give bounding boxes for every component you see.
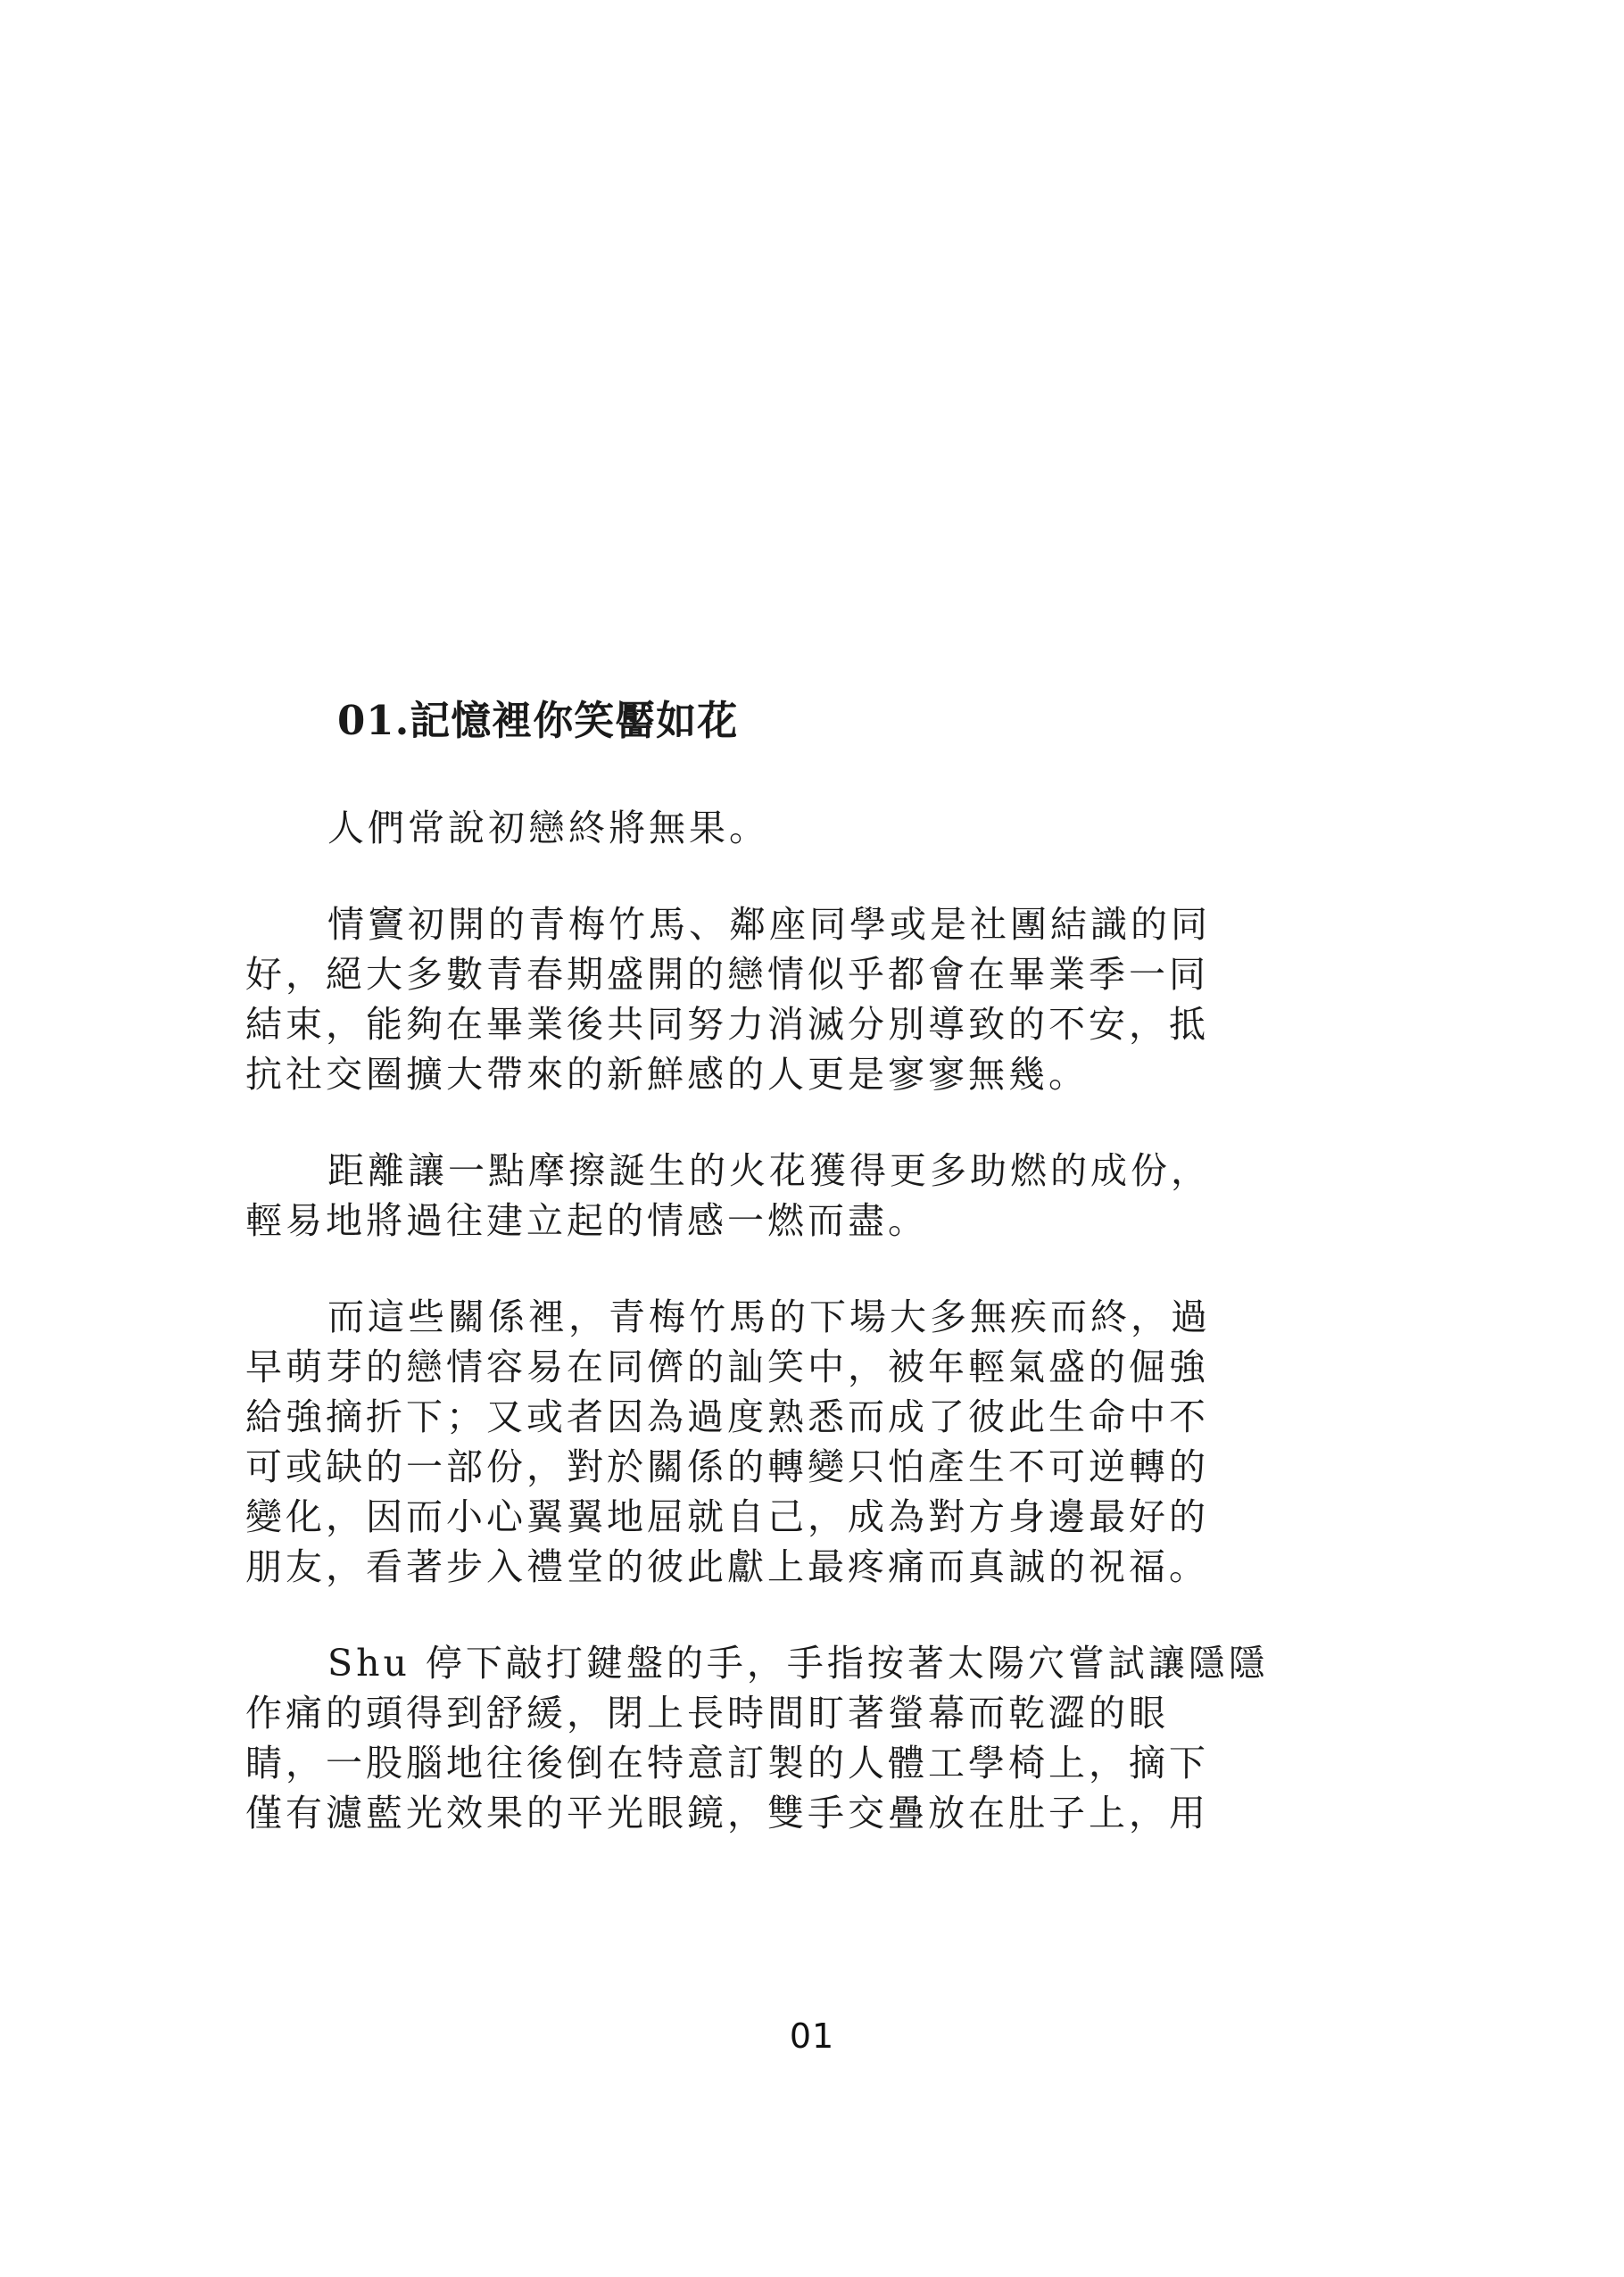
text-line: Shu 停下敲打鍵盤的手，手指按著太陽穴嘗試讓隱隱 — [327, 1642, 1269, 1685]
text-line: 人們常說初戀終將無果。 — [327, 807, 769, 849]
chapter-title: 01.記憶裡你笑靨如花 — [337, 697, 739, 744]
paragraph — [245, 899, 1272, 1099]
text-line: 好，絕大多數青春期盛開的戀情似乎都會在畢業季一同 — [245, 953, 1209, 996]
text-line: 作痛的頭得到舒緩，閉上長時間盯著螢幕而乾澀的眼 — [245, 1692, 1169, 1735]
text-line: 僅有濾藍光效果的平光眼鏡，雙手交疊放在肚子上，用 — [245, 1792, 1209, 1834]
text-line: 給強摘折下；又或者因為過度熟悉而成了彼此生命中不 — [245, 1395, 1209, 1438]
paragraph — [245, 1638, 1272, 1838]
text-line: 變化，因而小心翼翼地屈就自己，成為對方身邊最好的 — [245, 1495, 1209, 1538]
text-line: 輕易地將過往建立起的情感一燃而盡。 — [245, 1199, 928, 1242]
text-line: 可或缺的一部份，對於關係的轉變只怕產生不可逆轉的 — [245, 1445, 1209, 1488]
text-line: 朋友，看著步入禮堂的彼此獻上最疼痛而真誠的祝福。 — [245, 1545, 1209, 1588]
text-line: 距離讓一點摩擦誕生的火花獲得更多助燃的成份， — [327, 1149, 1211, 1192]
paragraph — [245, 1292, 1272, 1592]
text-line: 早萌芽的戀情容易在同儕的訕笑中，被年輕氣盛的倔強 — [245, 1346, 1209, 1388]
text-line: 情竇初開的青梅竹馬、鄰座同學或是社團結識的同 — [327, 903, 1211, 946]
body-text — [245, 803, 1272, 1884]
text-line: 而這些關係裡，青梅竹馬的下場大多無疾而終，過 — [327, 1296, 1211, 1338]
text-line: 抗社交圈擴大帶來的新鮮感的人更是寥寥無幾。 — [245, 1053, 1089, 1096]
page-number: 01 — [789, 2016, 835, 2056]
text-line: 睛，一股腦地往後倒在特意訂製的人體工學椅上，摘下 — [245, 1742, 1209, 1784]
text-line: 結束，能夠在畢業後共同努力消滅分別導致的不安，抵 — [245, 1003, 1209, 1046]
paragraph — [245, 803, 1272, 853]
paragraph — [245, 1146, 1272, 1246]
